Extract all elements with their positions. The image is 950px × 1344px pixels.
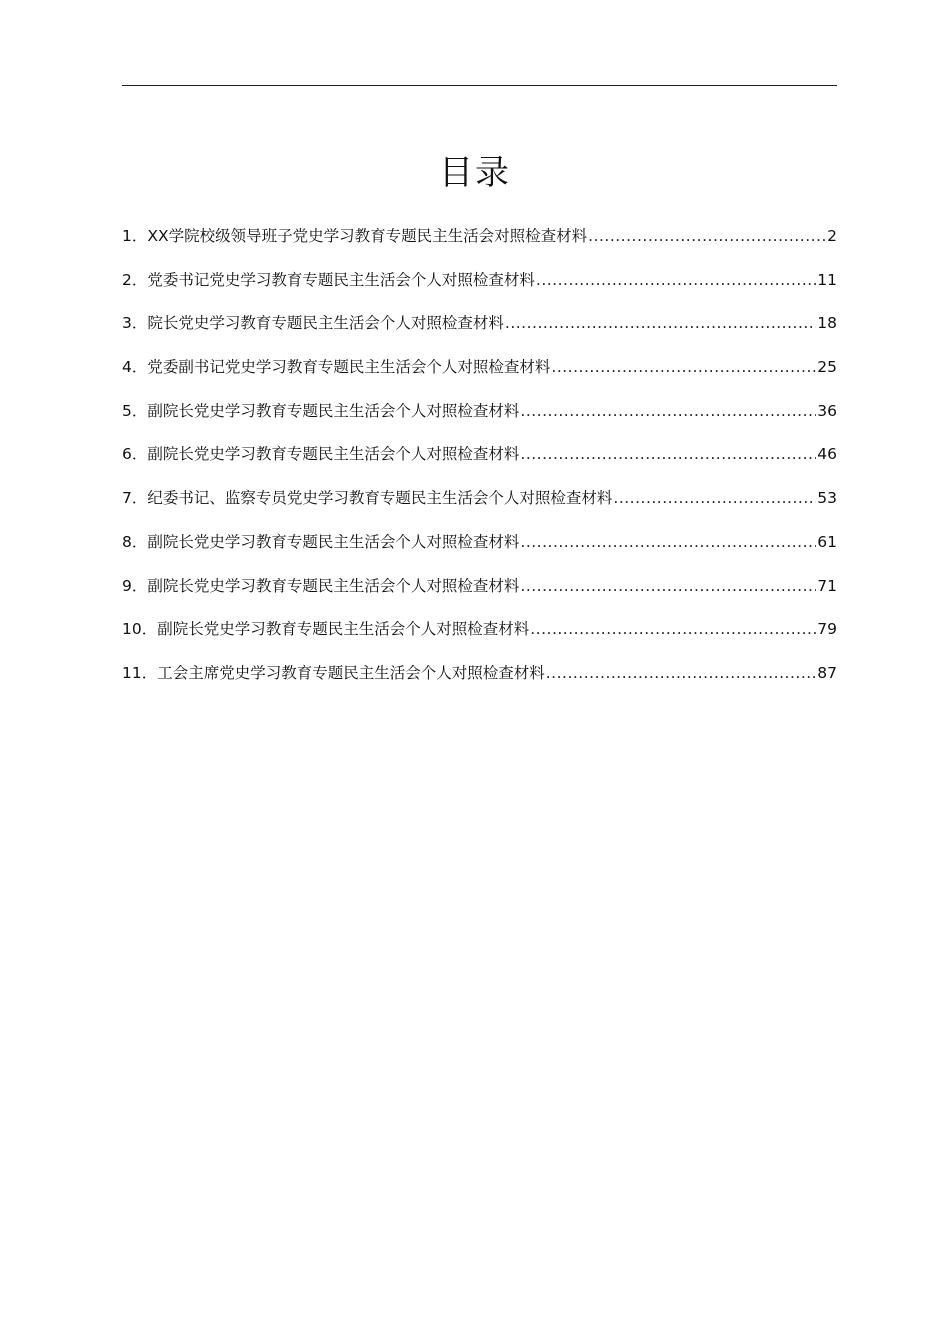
toc-entry-number: 8． [122, 532, 148, 551]
toc-entry[interactable] [122, 574, 837, 618]
toc-title: 目录 [439, 153, 511, 193]
toc-entry-number: 2． [122, 270, 148, 289]
toc-dot-leader [613, 486, 816, 510]
toc-entry-title: 副院长党史学习教育专题民主生活会个人对照检查材料 [147, 576, 520, 595]
toc-entry-title: 副院长党史学习教育专题民主生活会个人对照检查材料 [157, 620, 530, 639]
toc-dot-leader [520, 442, 816, 466]
toc-entry-page: 87 [817, 663, 837, 682]
toc-entry[interactable] [122, 268, 837, 312]
toc-entry-page: 79 [817, 620, 837, 639]
toc-entry-page: 71 [817, 576, 837, 595]
toc-entry-number: 5． [122, 401, 148, 420]
toc-entry-title: 副院长党史学习教育专题民主生活会个人对照检查材料 [147, 445, 520, 464]
toc-entry-number: 11． [122, 663, 158, 682]
toc-entry-number: 6． [122, 445, 148, 464]
toc-entry-title: 院长党史学习教育专题民主生活会个人对照检查材料 [147, 314, 504, 333]
toc-entry[interactable] [122, 486, 837, 530]
toc-entry-title: 副院长党史学习教育专题民主生活会个人对照检查材料 [147, 532, 520, 551]
toc-entry-title: 工会主席党史学习教育专题民主生活会个人对照检查材料 [157, 663, 545, 682]
toc-entry-page: 36 [817, 401, 837, 420]
toc-entry-page: 61 [817, 532, 837, 551]
toc-dot-leader [551, 355, 816, 379]
toc-entry-page: 46 [817, 445, 837, 464]
toc-dot-leader [530, 617, 816, 641]
toc-dot-leader [588, 224, 826, 248]
toc-entry-page: 18 [817, 314, 837, 333]
toc-entry-title: 党委副书记党史学习教育专题民主生活会个人对照检查材料 [147, 358, 551, 377]
toc-list [122, 224, 837, 705]
toc-entry[interactable] [122, 224, 837, 268]
toc-entry-title: 党委书记党史学习教育专题民主生活会个人对照检查材料 [147, 270, 535, 289]
toc-entry[interactable] [122, 617, 837, 661]
toc-entry-page: 2 [827, 227, 837, 245]
toc-entry[interactable] [122, 355, 837, 399]
toc-entry-title: 副院长党史学习教育专题民主生活会个人对照检查材料 [147, 401, 520, 420]
toc-dot-leader [536, 268, 816, 292]
toc-entry[interactable] [122, 530, 837, 574]
toc-entry-title: 纪委书记、监察专员党史学习教育专题民主生活会个人对照检查材料 [147, 489, 613, 508]
toc-dot-leader [520, 399, 816, 423]
toc-entry-number: 10． [122, 620, 158, 639]
toc-entry[interactable] [122, 311, 837, 355]
toc-entry-page: 53 [817, 489, 837, 508]
toc-entry-title: XX学院校级领导班子党史学习教育专题民主生活会对照检查材料 [147, 227, 588, 245]
toc-entry[interactable] [122, 442, 837, 486]
toc-entry-number: 1． [122, 227, 148, 245]
toc-dot-leader [520, 574, 816, 598]
toc-entry-number: 4． [122, 358, 148, 377]
header-rule [122, 85, 837, 86]
toc-dot-leader [520, 530, 816, 554]
toc-entry[interactable] [122, 399, 837, 443]
toc-entry-number: 7． [122, 489, 148, 508]
toc-entry-number: 9． [122, 576, 148, 595]
toc-dot-leader [505, 311, 816, 335]
toc-entry[interactable] [122, 661, 837, 705]
toc-dot-leader [546, 661, 817, 685]
toc-entry-page: 25 [817, 358, 837, 377]
toc-entry-page: 11 [817, 270, 837, 289]
toc-entry-number: 3． [122, 314, 148, 333]
